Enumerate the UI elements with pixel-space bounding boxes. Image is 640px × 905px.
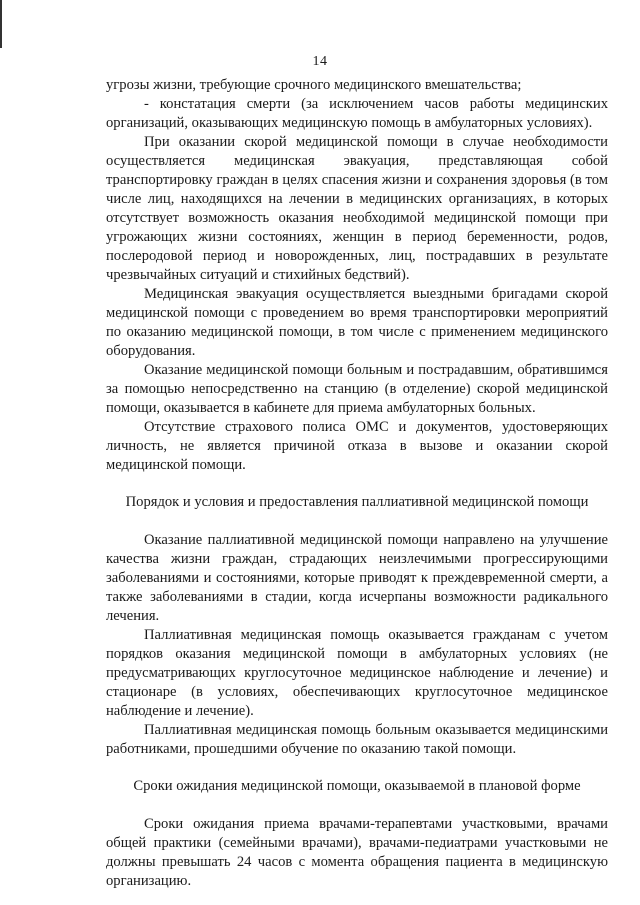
paragraph: угрозы жизни, требующие срочного медицинского вмешательства; bbox=[106, 77, 522, 93]
paragraph: Оказание медицинской помощи больным и пострадавшим, обратившимся за помощью непосредственно на станцию (в отделение) скорой медицинской помощи, оказывается в кабинете для приема амбулаторных больных. bbox=[106, 362, 608, 416]
scan-edge-mark bbox=[0, 0, 2, 48]
paragraph: Оказание паллиативной медицинской помощи направлено на улучшение качества жизни граждан, страдающих неизлечимыми прогрессирующими заболеваниями и состояниями, которые приводят к преждевременной смерти, а также заболеваниями в стадии, когда исчерпаны возможности радикального лечения. bbox=[106, 532, 608, 624]
paragraph: Медицинская эвакуация осуществляется выездными бригадами скорой медицинской помощи с проведением во время транспортировки мероприятий по оказанию медицинской помощи, в том числе с применением медицинского оборудования. bbox=[106, 286, 608, 359]
paragraph: Паллиативная медицинская помощь больным оказывается медицинскими работниками, прошедшими обучение по оказанию такой помощи. bbox=[106, 722, 608, 757]
paragraph: Паллиативная медицинская помощь оказывается гражданам с учетом порядков оказания медицинской помощи в амбулаторных условиях (не предусматривающих круглосуточное медицинское наблюдение и лечение) и стационаре (в условиях, обеспечивающих круглосуточное медицинское наблюдение и лечение). bbox=[106, 627, 608, 719]
paragraph: Сроки ожидания приема врачами-терапевтами участковыми, врачами общей практики (семейными врачами), врачами-педиатрами участковыми не должны превышать 24 часов с момента обращения пациента в медицинскую организацию. bbox=[106, 816, 608, 889]
page-number: 14 bbox=[312, 54, 328, 69]
paragraph: При оказании скорой медицинской помощи в случае необходимости осуществляется медицинская эвакуация, представляющая собой транспортировку граждан в целях спасения жизни и сохранения здоровья (в том числе лиц, находящихся на лечении в медицинских организациях, в которых отсутствует возможность оказания необходимой медицинской помощи при угрожающих жизни состояниях, женщин в период беременности, родов, послеродовой период и новорожденных, лиц, пострадавших в результате чрезвычайных ситуаций и стихийных бедствий). bbox=[106, 134, 608, 283]
document-body bbox=[106, 76, 608, 891]
paragraph: Отсутствие страхового полиса ОМС и документов, удостоверяющих личность, не является причиной отказа в вызове и оказании скорой медицинской помощи. bbox=[106, 419, 608, 473]
section-heading-palliative: Порядок и условия и предоставления паллиативной медицинской помощи bbox=[125, 494, 589, 510]
list-item-dash: - констатация смерти (за исключением часов работы медицинских организаций, оказывающих медицинскую помощь в амбулаторных условиях). bbox=[106, 96, 608, 131]
section-heading-waiting: Сроки ожидания медицинской помощи, оказываемой в плановой форме bbox=[133, 778, 581, 794]
